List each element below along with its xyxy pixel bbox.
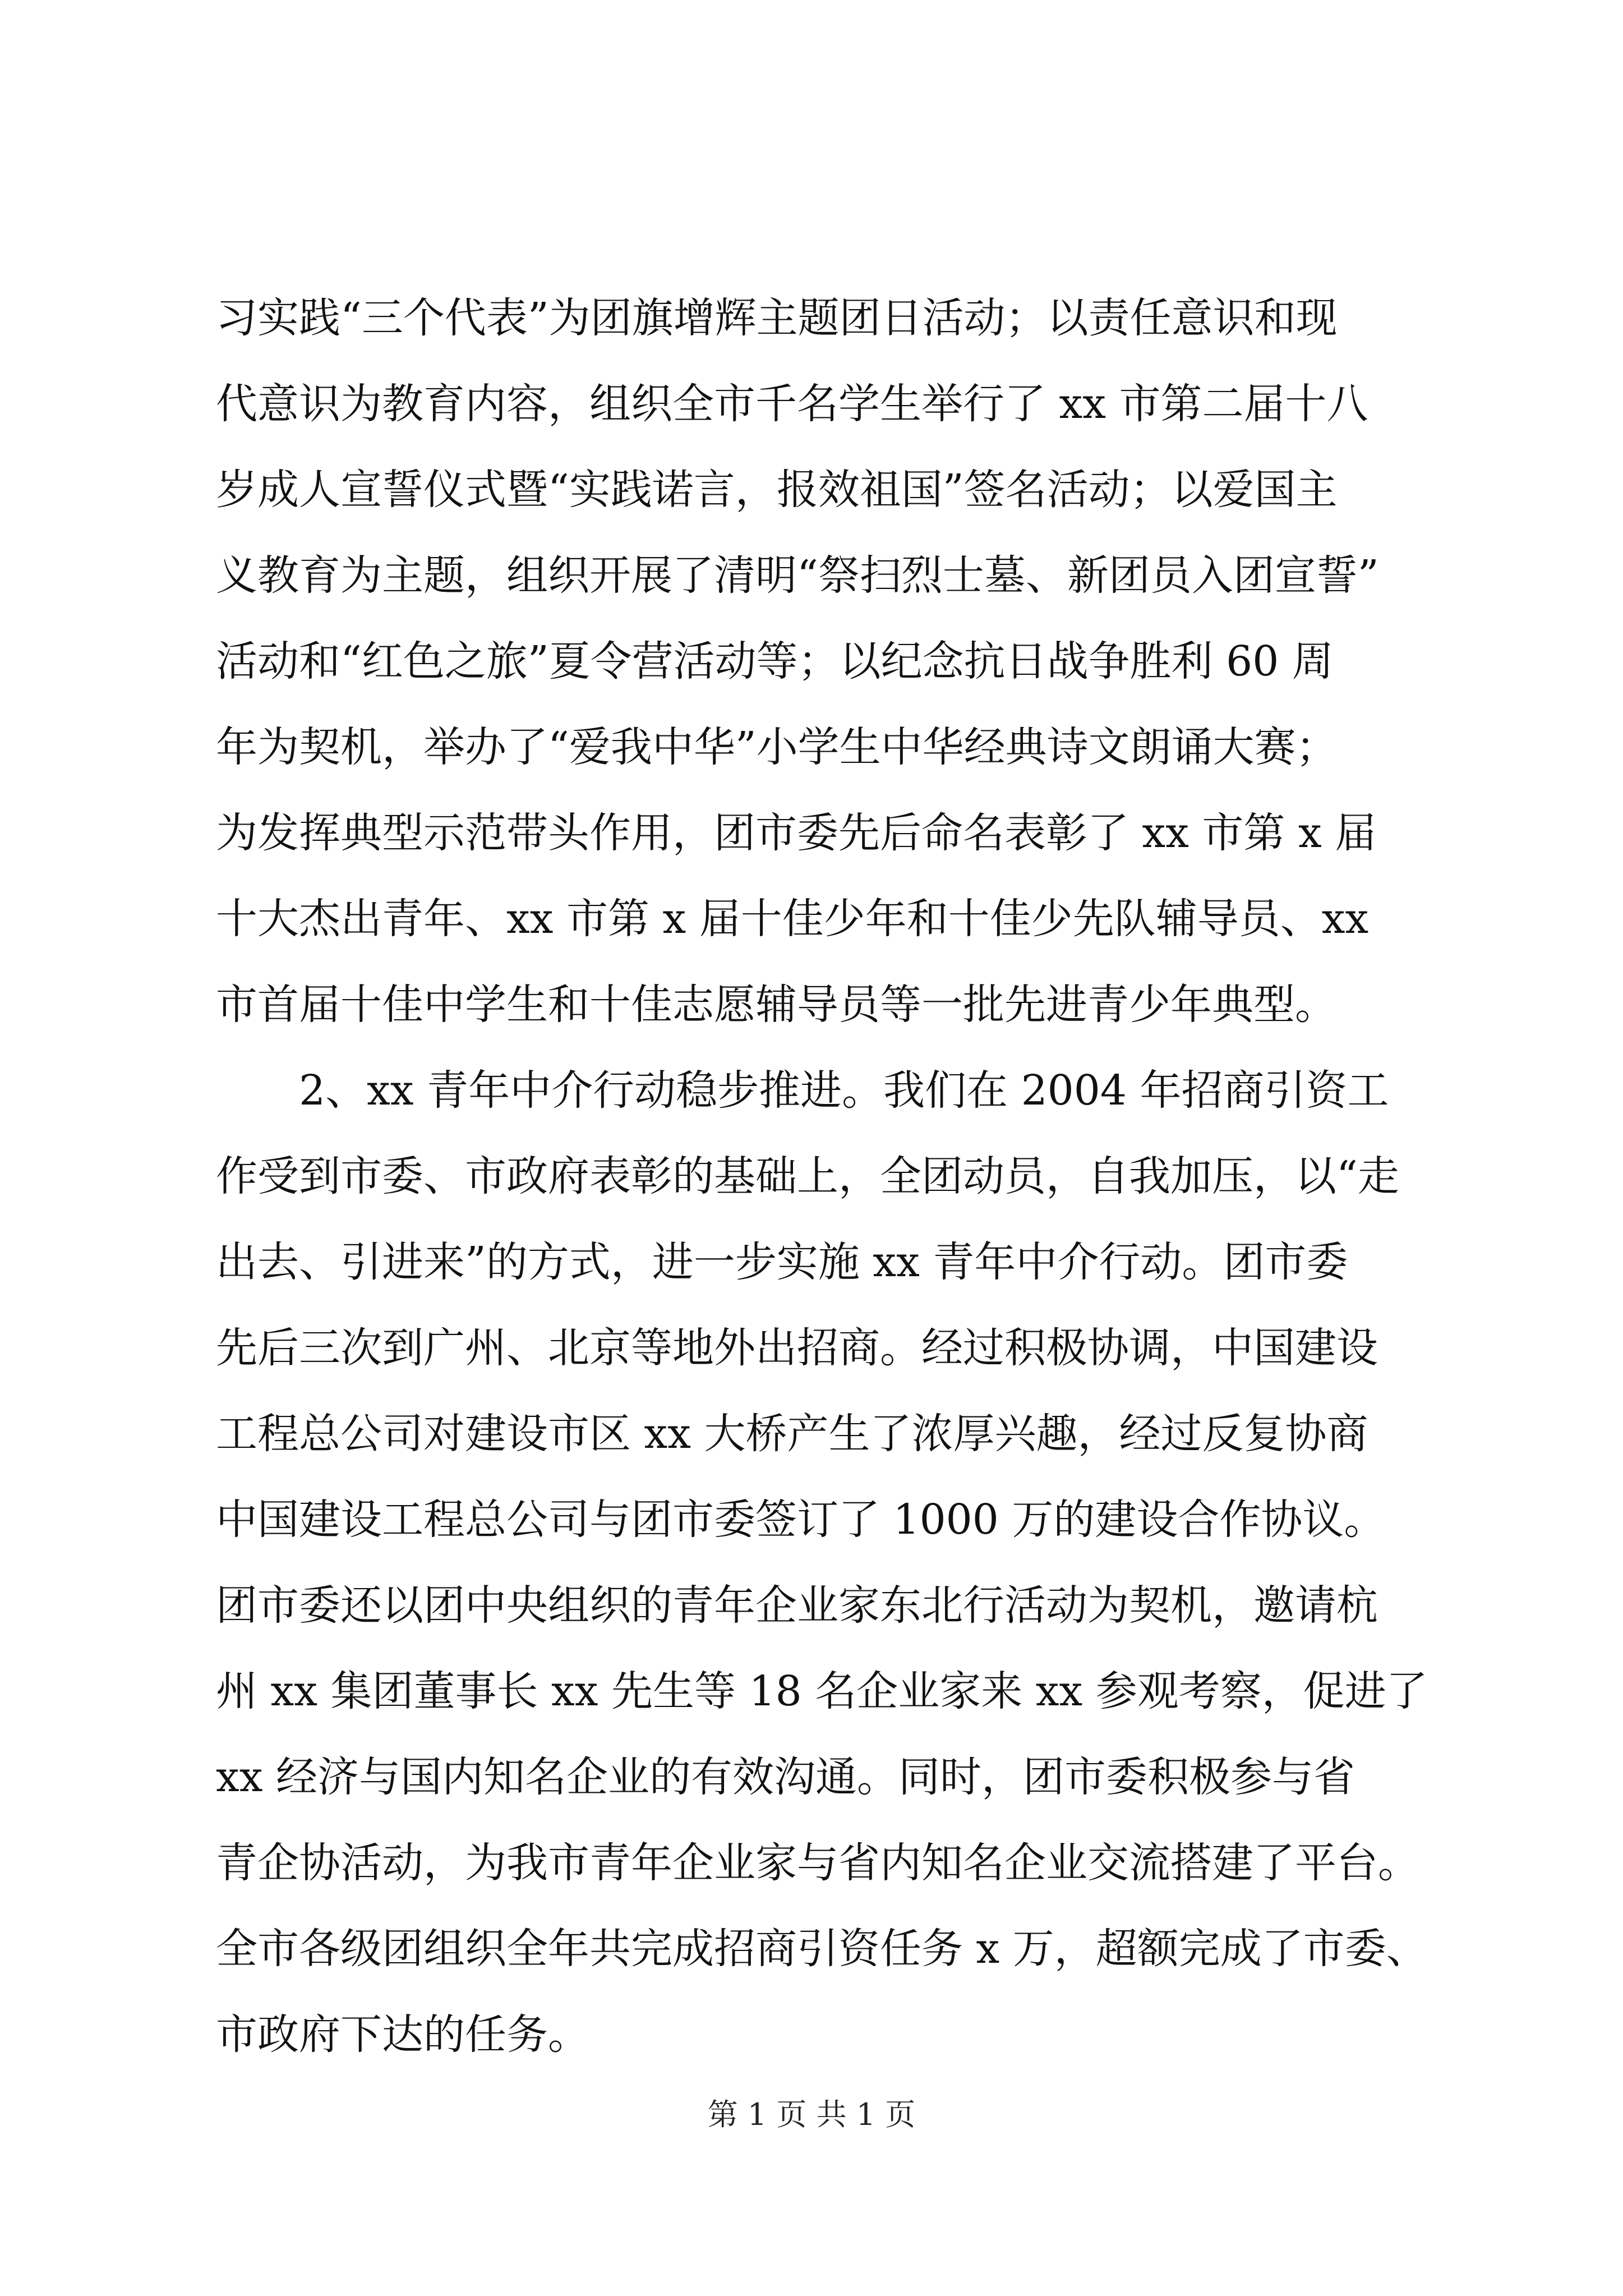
- text-line: 十大杰出青年、xx 市第 x 届十佳少年和十佳少先队辅导员、xx: [216, 895, 1369, 943]
- text-line: 工程总公司对建设市区 xx 大桥产生了浓厚兴趣，经过反复协商: [216, 1410, 1368, 1458]
- text-line: 州 xx 集团董事长 xx 先生等 18 名企业家来 xx 参观考察，促进了: [216, 1667, 1428, 1715]
- document-body: [216, 294, 1428, 2100]
- text-line: xx 经济与国内知名企业的有效沟通。同时，团市委积极参与省: [216, 1753, 1355, 1801]
- text-line: 岁成人宣誓仪式暨“实践诺言，报效祖国”签名活动；以爱国主: [216, 466, 1338, 514]
- text-line: 全市各级团组织全年共完成招商引资任务 x 万，超额完成了市委、: [216, 1925, 1428, 1973]
- text-line: 先后三次到广州、北京等地外出招商。经过积极协调，中国建设: [216, 1324, 1378, 1372]
- page-footer: [0, 2098, 1623, 2132]
- text-line: 习实践“三个代表”为团旗增辉主题团日活动；以责任意识和现: [216, 294, 1338, 342]
- text-line: 青企协活动，为我市青年企业家与省内知名企业交流搭建了平台。: [216, 1839, 1419, 1887]
- text-line: 市政府下达的任务。: [216, 2010, 589, 2059]
- text-line: 中国建设工程总公司与团市委签订了 1000 万的建设合作协议。: [216, 1496, 1386, 1544]
- text-line: 义教育为主题，组织开展了清明“祭扫烈士墓、新团员入团宣誓”: [216, 551, 1379, 600]
- text-line: 年为契机，举办了“爱我中华”小学生中华经典诗文朗诵大赛；: [216, 723, 1338, 771]
- text-line: 市首届十佳中学生和十佳志愿辅导员等一批先进青少年典型。: [216, 981, 1336, 1029]
- text-line: 团市委还以团中央组织的青年企业家东北行活动为契机，邀请杭: [216, 1581, 1378, 1630]
- paragraph-start-line: 2、xx 青年中介行动稳步推进。我们在 2004 年招商引资工: [299, 1066, 1389, 1115]
- text-line: 为发挥典型示范带头作用，团市委先后命名表彰了 xx 市第 x 届: [216, 809, 1377, 857]
- text-line: 活动和“红色之旅”夏令营活动等；以纪念抗日战争胜利 60 周: [216, 637, 1334, 685]
- text-line: 代意识为教育内容，组织全市千名学生举行了 xx 市第二届十八: [216, 380, 1368, 428]
- page-number-label: 第 1 页 共 1 页: [707, 2097, 916, 2132]
- text-line: 作受到市委、市政府表彰的基础上，全团动员，自我加压，以“走: [216, 1152, 1399, 1200]
- text-line: 出去、引进来”的方式，进一步实施 xx 青年中介行动。团市委: [216, 1238, 1348, 1286]
